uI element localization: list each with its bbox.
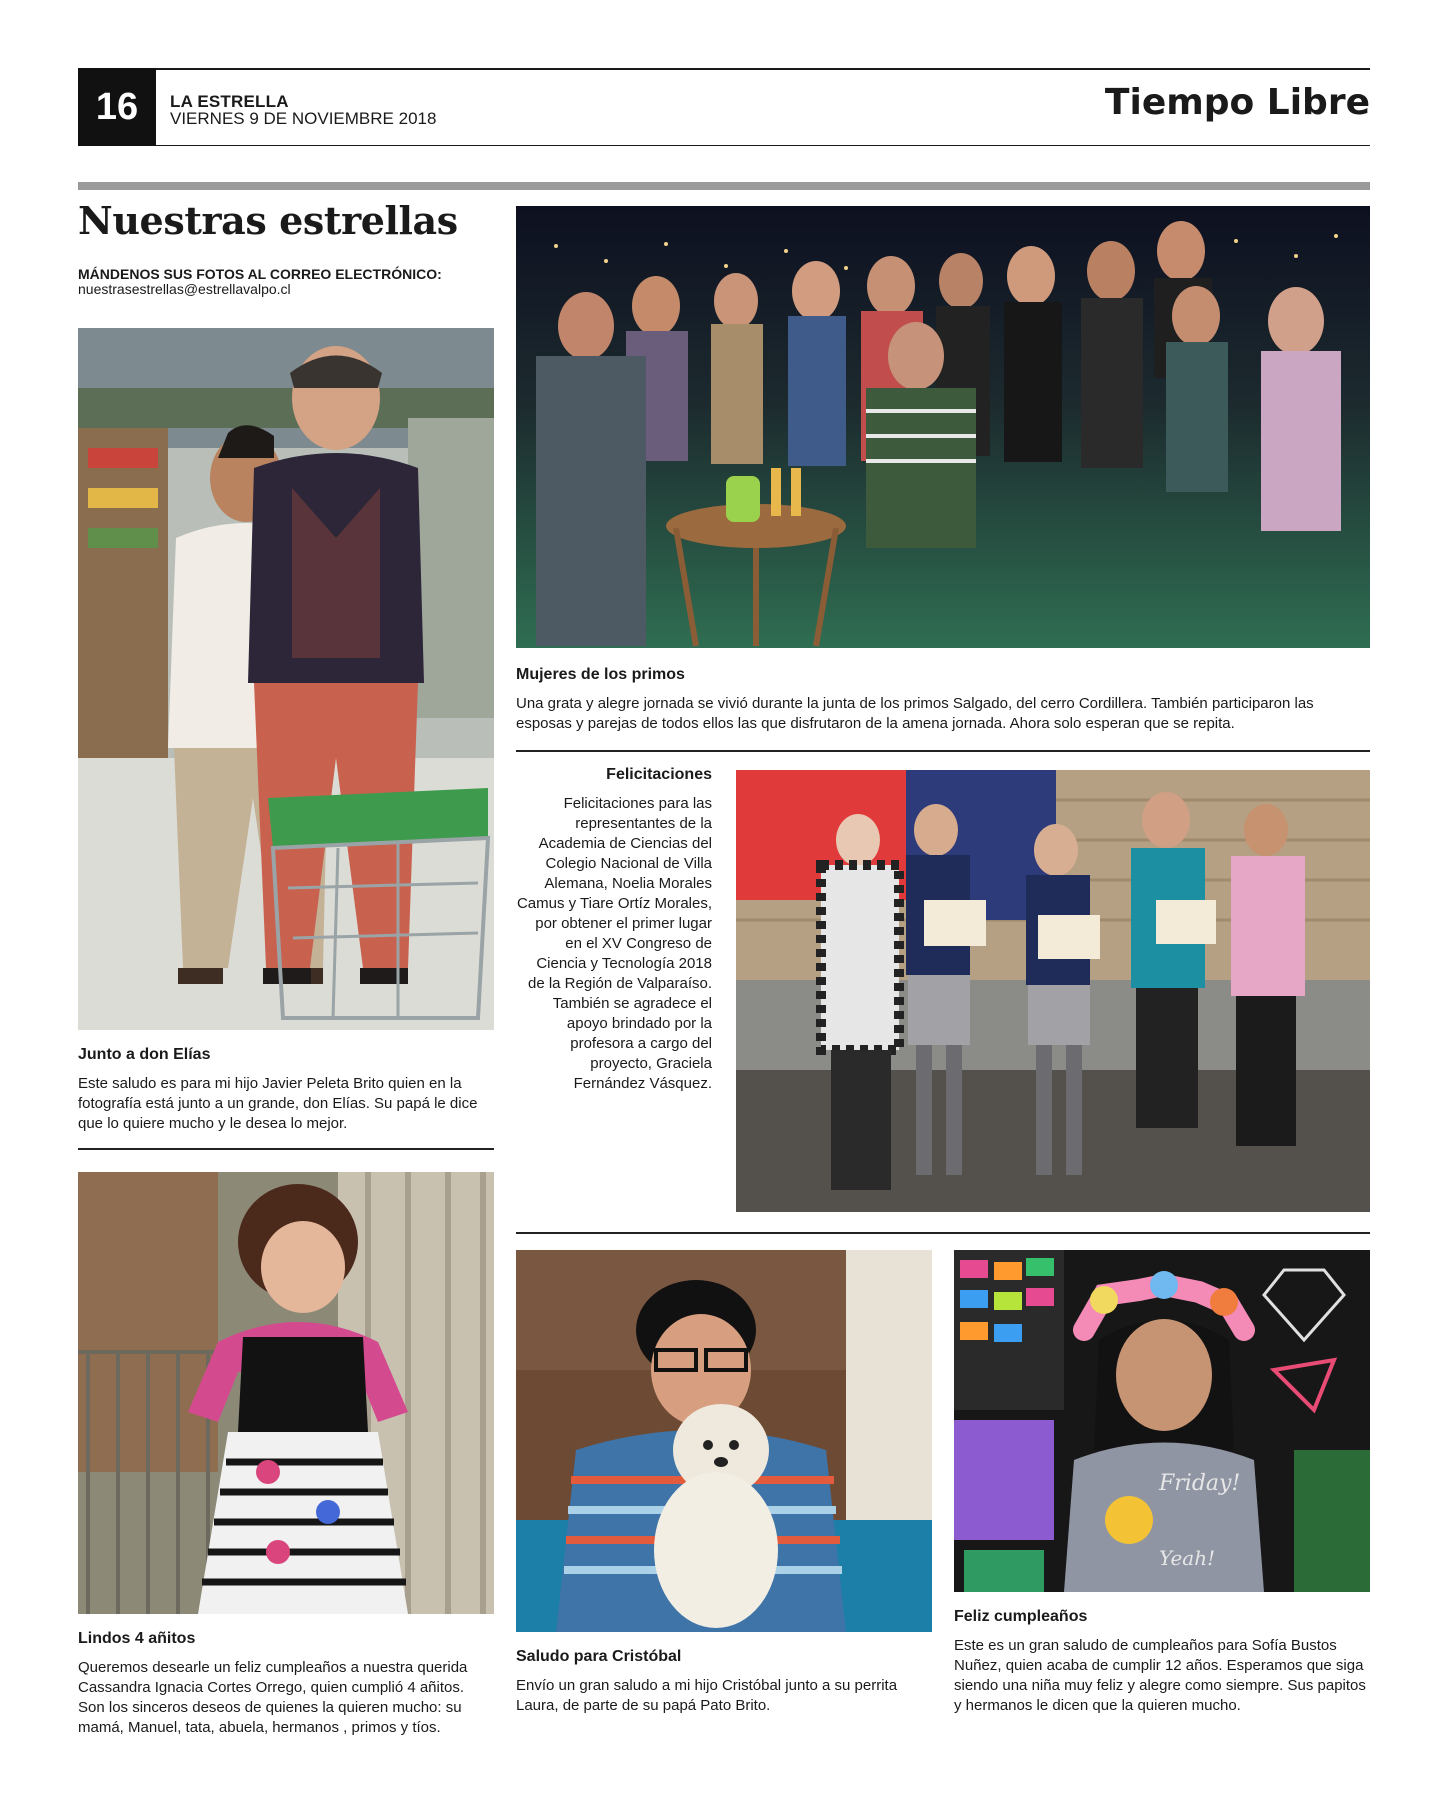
caption-body-cumpleanos: Este es un gran saludo de cumpleaños para Sofía Bustos Nuñez, quien acaba de cumplir 12 años. Esperamos que siga siendo una niña muy feliz y alegre como siempre. Sus papitos y hermanos le dicen que la quieren mucho. (954, 1637, 1366, 1714)
page-number: 16 (78, 68, 156, 146)
caption-title-elias: Junto a don Elías (78, 1046, 211, 1063)
caption-body-anitos: Queremos desearle un feliz cumpleaños a nuestra querida Cassandra Ignacia Cortes Orrego, quien cumplió 4 añitos. Son los sinceros deseos de quienes la quieren mucho: su mamá, Manuel, tata, abuela, hermanos , primos y tíos. (78, 1659, 468, 1736)
section-title: Tiempo Libre (1104, 82, 1370, 123)
separator-right-top (516, 750, 1370, 752)
separator-right-middle (516, 1232, 1370, 1234)
caption-title-cumpleanos: Feliz cumpleaños (954, 1608, 1088, 1625)
caption-title-anitos: Lindos 4 añitos (78, 1630, 196, 1647)
photo-lindos-4-anitos (78, 1172, 494, 1614)
section-divider-band (78, 182, 1370, 190)
caption-body-elias: Este saludo es para mi hijo Javier Peleta Brito quien en la fotografía está junto a un grande, don Elías. Su papá le dice que lo quiere mucho y le desea lo mejor. (78, 1075, 478, 1132)
caption-body-felicitaciones: Felicitaciones para las representantes de la Academia de Ciencias del Colegio Nacional de Villa Alemana, Noelia Morales Camus y Tiare Ortíz Morales, por obtener el primer lugar en el XV Congreso de Ciencia y Tecnología 2018 de la Región de Valparaíso. También se agradece el apoyo brindado por la profesora a cargo del proyecto, Graciela Fernández Vásquez. (516, 795, 712, 1092)
page-title: Nuestras estrellas (78, 198, 458, 243)
photo-junto-a-don-elias (78, 328, 494, 1030)
photo-mujeres-de-los-primos (516, 206, 1370, 648)
submit-email[interactable]: nuestrasestrellas@estrellavalpo.cl (78, 281, 291, 297)
caption-body-primos: Una grata y alegre jornada se vivió durante la junta de los primos Salgado, del cerro Cordillera. También participaron las esposas y parejas de todos ellos las que disfrutaron de la amena jornada. Ahora solo esperan que se repita. (516, 695, 1314, 732)
issue-date: VIERNES 9 DE NOVIEMBRE 2018 (170, 109, 437, 128)
caption-title-cristobal: Saludo para Cristóbal (516, 1648, 682, 1665)
shirt-text-yeah: Yeah! (1159, 1546, 1216, 1570)
shirt-text-friday: Friday! (1159, 1471, 1241, 1496)
caption-title-felicitaciones: Felicitaciones (606, 766, 712, 783)
photo-feliz-cumpleanos (954, 1250, 1370, 1592)
photo-felicitaciones (736, 770, 1370, 1212)
newspaper-name: LA ESTRELLA (170, 92, 289, 111)
caption-title-primos: Mujeres de los primos (516, 666, 685, 683)
submit-photos-label: MÁNDENOS SUS FOTOS AL CORREO ELECTRÓNICO: (78, 266, 442, 282)
photo-saludo-para-cristobal (516, 1250, 932, 1632)
header-top-rule (78, 68, 1370, 70)
header-bottom-rule (78, 145, 1370, 146)
separator-col1-top (78, 1148, 494, 1150)
caption-body-cristobal: Envío un gran saludo a mi hijo Cristóbal junto a su perrita Laura, de parte de su papá Pato Brito. (516, 1677, 898, 1714)
